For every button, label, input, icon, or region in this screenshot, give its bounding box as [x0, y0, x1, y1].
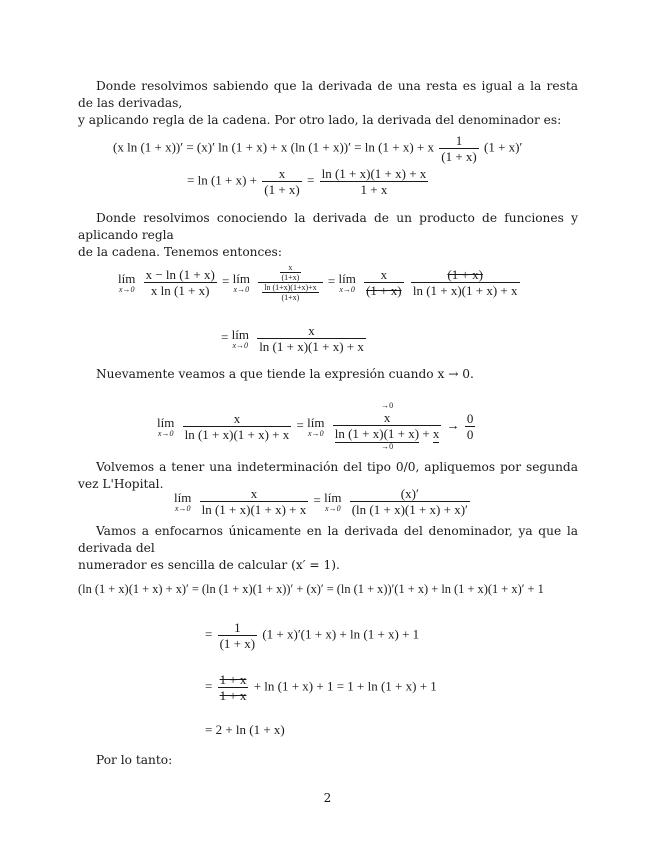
eq5-underbrace-b: x [432, 426, 440, 441]
eq2-frac2-den: 1 + x [360, 182, 388, 197]
eq5-r-num-wrap [333, 402, 442, 426]
eq3-compound-num [258, 263, 322, 283]
eq2-fraction-2 [320, 166, 429, 197]
limit-operator [233, 272, 250, 294]
equation-4 [221, 323, 368, 354]
eq9-lead: = [205, 678, 213, 694]
limit-word: lím [231, 326, 249, 342]
eq3-fraction-4 [411, 267, 520, 298]
limit-subscript: x→0 [325, 503, 341, 513]
eq8-lead: = [205, 626, 213, 642]
paragraph-5-line-1: Vamos a enfocarnos únicamente en la derivada del denominador, ya que la derivada del [78, 524, 578, 555]
eq3-f2-num-num: x [280, 263, 302, 273]
paragraph-2-line-2: de la cadena. Tenemos entonces: [78, 245, 282, 259]
eq5-r-num: x [383, 410, 391, 425]
limit-word: lím [232, 270, 250, 286]
eq3-compound-den [258, 283, 322, 302]
limit-word: lím [174, 489, 192, 505]
eq1-tail: (1 + x)′ [484, 139, 523, 155]
eq6-r-den: (ln (1 + x)(1 + x) + x)′ [351, 502, 468, 517]
eq1-frac-num: 1 [439, 133, 479, 149]
eq8-num: 1 [218, 620, 258, 636]
eq2-lead: = ln (1 + x) + [187, 172, 258, 188]
eq2-fraction-1 [262, 166, 302, 197]
paragraph-2 [78, 210, 578, 261]
eq5-underbrace-a: ln (1 + x)(1 + x) [334, 426, 420, 441]
limit-subscript: x→0 [339, 284, 355, 294]
limit-word: lím [324, 489, 342, 505]
eq5-overbrace-label: →0 [381, 401, 394, 410]
paragraph-5 [78, 523, 578, 574]
equation-10 [205, 722, 285, 738]
paragraph-6-line-1: Por lo tanto: [96, 753, 173, 767]
eq5-r-den-plus: + [419, 426, 433, 441]
paragraph-1 [78, 78, 578, 129]
eq2-frac1-num: x [262, 166, 302, 182]
eq2-frac1-den: (1 + x) [264, 182, 300, 197]
paragraph-3-line-1: Nuevamente veamos a que tiende la expresión cuando x → 0. [96, 367, 474, 381]
eq3-equals-2: = [327, 273, 336, 289]
page-number: 2 [323, 791, 332, 805]
limit-subscript: x→0 [174, 503, 191, 513]
paragraph-2-line-1: Donde resolvimos conociendo la derivada de un producto de funciones y aplicando regla [78, 211, 578, 242]
limit-word: lím [157, 414, 175, 430]
eq2-equals: = [307, 172, 315, 188]
equation-3 [118, 263, 522, 302]
equation-2 [187, 166, 430, 197]
eq8-tail: (1 + x)′(1 + x) + ln (1 + x) + 1 [262, 626, 420, 642]
eq5-den: ln (1 + x)(1 + x) + x [184, 427, 290, 442]
eq6-num: x [200, 486, 309, 502]
eq3-f2-num-den: (1+x) [281, 273, 300, 282]
eq5-equals: = [296, 417, 304, 433]
eq5-fraction [183, 411, 292, 442]
eq9-tail: + ln (1 + x) + 1 = 1 + ln (1 + x) + 1 [253, 678, 437, 694]
eq3-compound-fraction [258, 263, 322, 302]
paragraph-1-line-2: y aplicando regla de la cadena. Por otro lado, la derivada del denominador es: [78, 113, 562, 127]
eq3-f2-den-num: ln (1+x)(1+x)+x [264, 283, 317, 292]
eq3-f4-num-cancelled: (1 + x) [411, 267, 520, 283]
eq6-right-fraction [350, 486, 470, 517]
limit-subscript: x→0 [232, 340, 249, 350]
limit-operator [174, 491, 191, 513]
eq5-underbrace-label: →0 [381, 442, 394, 451]
limit-operator [307, 416, 324, 438]
eq9-num: 1 + x [219, 672, 247, 687]
paragraph-5-line-2: numerador es sencilla de calcular (x′ = 1). [78, 558, 340, 572]
eq6-den: ln (1 + x)(1 + x) + x [201, 502, 307, 517]
limit-operator [324, 491, 341, 513]
eq5-arrow: → [446, 417, 460, 433]
equation-5 [157, 402, 477, 451]
eq5-result-num: 0 [466, 411, 474, 426]
eq3-f3-den-cancelled: (1 + x) [366, 283, 402, 298]
equation-6 [174, 486, 472, 517]
eq6-equals: = [313, 492, 321, 508]
paragraph-1-line-1: Donde resolvimos sabiendo que la derivada de una resta es igual a la resta de las derivadas, [78, 79, 578, 110]
eq3-f4-den: ln (1 + x)(1 + x) + x [412, 283, 518, 298]
eq5-r-den-wrap [333, 426, 442, 451]
eq4-num: x [257, 323, 366, 339]
limit-operator [338, 272, 355, 294]
paragraph-3 [78, 366, 578, 383]
limit-operator [118, 272, 135, 294]
eq6-fraction [200, 486, 309, 517]
equation-7 [78, 582, 544, 597]
eq9-fraction-cancelled [218, 672, 249, 703]
eq3-fraction-3 [364, 267, 404, 298]
limit-word: lím [118, 270, 136, 286]
limit-operator [157, 416, 174, 438]
limit-word: lím [338, 270, 356, 286]
limit-subscript: x→0 [118, 284, 135, 294]
eq10-text: = 2 + ln (1 + x) [205, 722, 285, 737]
paragraph-6 [78, 752, 578, 769]
equation-8 [205, 620, 419, 651]
eq4-lead: = [221, 329, 229, 345]
limit-word: lím [307, 414, 325, 430]
limit-subscript: x→0 [233, 284, 250, 294]
eq5-braced-fraction [333, 402, 442, 451]
eq8-den: (1 + x) [219, 636, 256, 651]
eq3-f1-den: x ln (1 + x) [150, 283, 210, 298]
equation-9 [205, 672, 437, 703]
paragraph-4-line-1: Volvemos a tener una indeterminación del tipo 0/0, apliquemos por segunda vez L'Hopital. [78, 460, 578, 491]
eq4-den: ln (1 + x)(1 + x) + x [259, 339, 364, 354]
eq3-f2-den-den: (1+x) [281, 293, 300, 302]
eq7-text: (ln (1 + x)(1 + x) + x)′ = (ln (1 + x)(1 + x))′ + (x)′ = (ln (1 + x))′(1 + x) + ln (1 + x)(1 + x)′ + 1 [78, 582, 544, 596]
eq1-fraction [439, 133, 479, 164]
eq3-f1-num: x − ln (1 + x) [145, 267, 215, 282]
limit-subscript: x→0 [308, 428, 324, 438]
eq4-fraction [257, 323, 366, 354]
eq6-r-num: (x)′ [350, 486, 470, 502]
eq3-inner-num-frac [280, 263, 302, 282]
eq5-num: x [183, 411, 292, 427]
eq8-fraction [218, 620, 258, 651]
eq3-fraction-1 [144, 267, 217, 298]
eq1-left: (x ln (1 + x))′ = (x)′ ln (1 + x) + x (ln (1 + x))′ = ln (1 + x) + x [113, 139, 434, 155]
eq5-result-fraction [465, 411, 476, 442]
eq3-f3-num: x [364, 267, 404, 283]
eq5-result-den: 0 [466, 427, 474, 442]
eq3-inner-den-frac [262, 283, 318, 302]
eq1-frac-den: (1 + x) [441, 149, 477, 164]
limit-subscript: x→0 [157, 428, 174, 438]
eq2-frac2-num: ln (1 + x)(1 + x) + x [321, 166, 427, 181]
limit-operator [232, 328, 249, 350]
equation-1 [113, 133, 522, 164]
eq3-equals-1: = [222, 273, 230, 289]
eq9-den: 1 + x [219, 688, 247, 703]
